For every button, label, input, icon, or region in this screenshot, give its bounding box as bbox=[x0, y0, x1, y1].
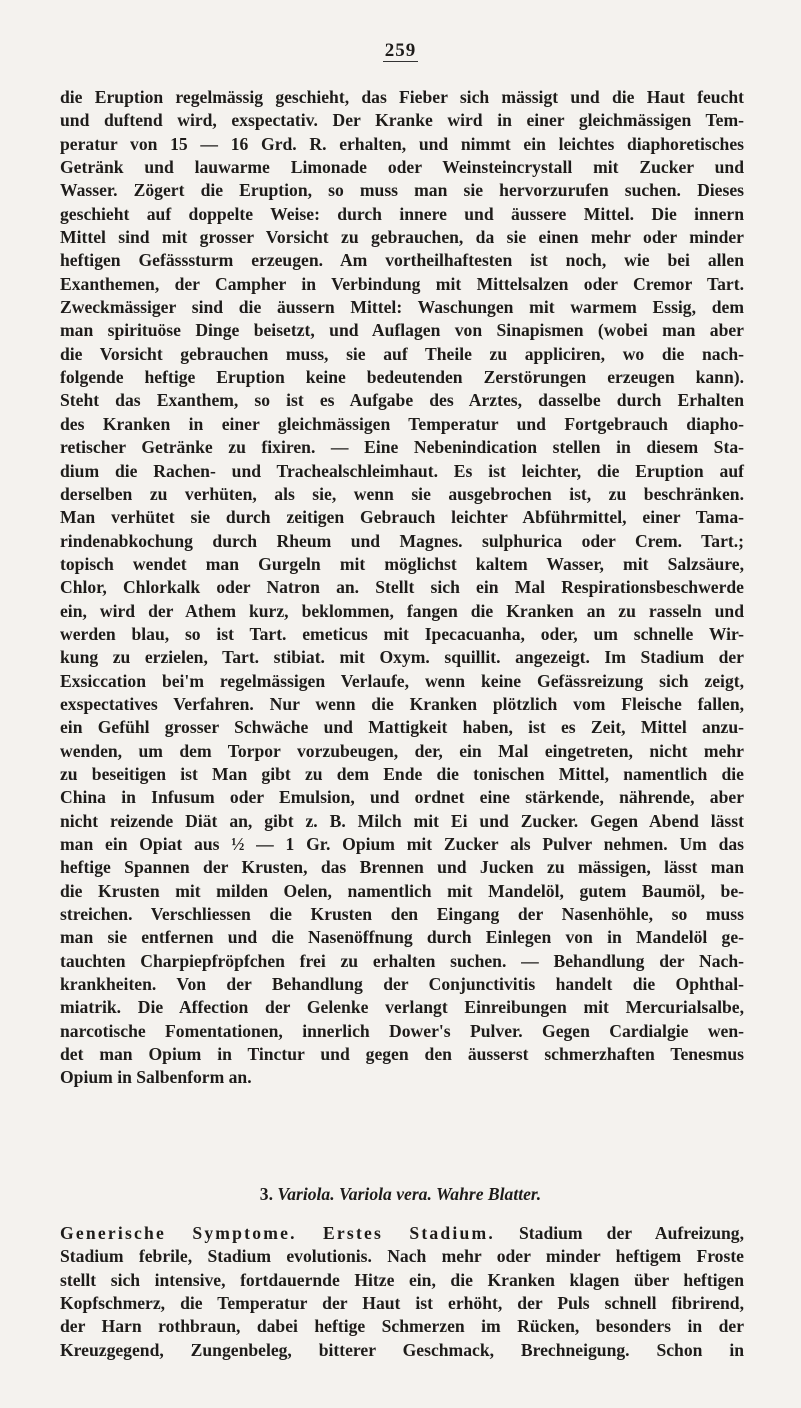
paragraph-line: China in Infusum oder Emulsion, und ordnet eine stärkende, nährende, aber bbox=[60, 787, 744, 808]
paragraph-line: und duftend wird, exspectativ. Der Kranke wird in einer gleichmässigen Tem- bbox=[60, 110, 744, 131]
section-title: Variola. Variola vera. Wahre Blatter. bbox=[277, 1184, 542, 1204]
paragraph-treatment bbox=[60, 86, 744, 1090]
paragraph-line: die Krusten mit milden Oelen, namentlich mit Mandelöl, gutem Baumöl, be- bbox=[60, 880, 744, 901]
paragraph-line: man spirituöse Dinge beisetzt, und Auflagen von Sinapismen (wobei man aber bbox=[60, 320, 744, 341]
paragraph-line: Kreuzgegend, Zungenbeleg, bitterer Geschmack, Brechneigung. Schon in bbox=[60, 1339, 744, 1360]
paragraph-line: nicht reizende Diät an, gibt z. B. Milch mit Ei und Zucker. Gegen Abend lässt bbox=[60, 810, 744, 831]
paragraph-line: die Vorsicht gebrauchen muss, sie auf Theile zu appliciren, wo die nach- bbox=[60, 343, 744, 364]
paragraph-line: Getränk und lauwarme Limonade oder Weinsteincrystall mit Zucker und bbox=[60, 157, 744, 178]
paragraph-line: peratur von 15 — 16 Grd. R. erhalten, und nimmt ein leichtes diaphoretisches bbox=[60, 133, 744, 154]
paragraph-line: des Kranken in einer gleichmässigen Temperatur und Fortgebrauch diapho- bbox=[60, 413, 744, 434]
page-number-text: 259 bbox=[384, 40, 417, 61]
paragraph-symptoms bbox=[60, 1222, 744, 1362]
paragraph-line: Kopfschmerz, die Temperatur der Haut ist erhöht, der Puls schnell fibrirend, bbox=[60, 1293, 744, 1314]
section-heading bbox=[0, 1184, 801, 1205]
paragraph-line: heftige Spannen der Krusten, das Brennen und Jucken zu mässigen, lässt man bbox=[60, 857, 744, 878]
paragraph-lines bbox=[60, 1245, 744, 1362]
paragraph-line: man ein Opiat aus ½ — 1 Gr. Opium mit Zucker als Pulver nehmen. Um das bbox=[60, 834, 744, 854]
paragraph-line: heftigen Gefässsturm erzeugen. Am vortheilhaftesten ist noch, wie bei allen bbox=[60, 250, 744, 271]
paragraph-line: Zweckmässiger sind die äussern Mittel: Waschungen mit warmem Essig, dem bbox=[60, 297, 744, 318]
paragraph-line: geschieht auf doppelte Weise: durch innere und äussere Mittel. Die innern bbox=[60, 203, 744, 224]
paragraph-line: Stadium febrile, Stadium evolutionis. Nach mehr oder minder heftigem Froste bbox=[60, 1246, 744, 1267]
paragraph-line: det man Opium in Tinctur und gegen den äusserst schmerzhaften Tenesmus bbox=[60, 1044, 744, 1065]
paragraph-line: die Eruption regelmässig geschieht, das Fieber sich mässigt und die Haut feucht bbox=[60, 87, 744, 107]
paragraph-line: Chlor, Chlorkalk oder Natron an. Stellt sich ein Mal Respirationsbeschwerde bbox=[60, 577, 744, 598]
spaced-subheading: Generische Symptome. Erstes Stadium. bbox=[60, 1223, 495, 1243]
paragraph-line: tauchten Charpiepfröpfchen frei zu erhalten suchen. — Behandlung der Nach- bbox=[60, 950, 744, 971]
paragraph-line: narcotische Fomentationen, innerlich Dower's Pulver. Gegen Cardialgie wen- bbox=[60, 1020, 744, 1041]
paragraph-line: miatrik. Die Affection der Gelenke verlangt Einreibungen mit Mercurialsalbe, bbox=[60, 997, 744, 1018]
paragraph-line: krankheiten. Von der Behandlung der Conjunctivitis handelt die Ophthal- bbox=[60, 974, 744, 995]
paragraph-line: zu beseitigen ist Man gibt zu dem Ende die tonischen Mittel, namentlich die bbox=[60, 763, 744, 784]
section-number: 3. bbox=[259, 1184, 273, 1204]
paragraph-line: rindenabkochung durch Rheum und Magnes. sulphurica oder Crem. Tart.; bbox=[60, 530, 744, 551]
paragraph-line: ein Gefühl grosser Schwäche und Mattigkeit haben, ist es Zeit, Mittel anzu- bbox=[60, 717, 744, 738]
paragraph-line: Steht das Exanthem, so ist es Aufgabe des Arztes, dasselbe durch Erhalten bbox=[60, 390, 744, 411]
paragraph-line: Exsiccation bei'm regelmässigen Verlaufe, wenn keine Gefässreizung sich zeigt, bbox=[60, 670, 744, 691]
paragraph-line: derselben zu verhüten, als sie, wenn sie ausgebrochen ist, zu beschränken. bbox=[60, 483, 744, 504]
paragraph-line: man sie entfernen und die Nasenöffnung durch Einlegen von in Mandelöl ge- bbox=[60, 927, 744, 948]
paragraph-line: folgende heftige Eruption keine bedeutenden Zerstörungen erzeugen kann). bbox=[60, 367, 744, 388]
paragraph-line: wenden, um dem Torpor vorzubeugen, der, ein Mal eingetreten, nicht mehr bbox=[60, 740, 744, 761]
paragraph-line: Man verhütet sie durch zeitigen Gebrauch leichter Abführmittel, einer Tama- bbox=[60, 507, 744, 528]
paragraph-line: werden blau, so ist Tart. emeticus mit Ipecacuanha, oder, um schnelle Wir- bbox=[60, 623, 744, 644]
paragraph-line: topisch wendet man Gurgeln mit möglichst kaltem Wasser, mit Salzsäure, bbox=[60, 553, 744, 574]
paragraph-line: ein, wird der Athem kurz, beklommen, fangen die Kranken an zu rasseln und bbox=[60, 600, 744, 621]
paragraph-line bbox=[60, 1222, 744, 1245]
paragraph-line: stellt sich intensive, fortdauernde Hitze ein, die Kranken klagen über heftigen bbox=[60, 1269, 744, 1290]
paragraph-line: Wasser. Zögert die Eruption, so muss man sie hervorzurufen suchen. Dieses bbox=[60, 180, 744, 201]
paragraph-line: Opium in Salbenform an. bbox=[60, 1067, 252, 1088]
paragraph-line: streichen. Verschliessen die Krusten den Eingang der Nasenhöhle, so muss bbox=[60, 904, 744, 925]
paragraph-line: retischer Getränke zu fixiren. — Eine Nebenindication stellen in diesem Sta- bbox=[60, 437, 744, 458]
paragraph-line: der Harn rothbraun, dabei heftige Schmerzen im Rücken, besonders in der bbox=[60, 1316, 744, 1337]
line-rest: Stadium der Aufreizung, bbox=[494, 1223, 744, 1243]
paragraph-line: Exanthemen, der Campher in Verbindung mit Mittelsalzen oder Cremor Tart. bbox=[60, 273, 744, 294]
paragraph-line: Mittel sind mit grosser Vorsicht zu gebrauchen, da sie einen mehr oder minder bbox=[60, 227, 744, 248]
paragraph-line: dium die Rachen- und Trachealschleimhaut. Es ist leichter, die Eruption auf bbox=[60, 460, 744, 481]
paragraph-line: kung zu erzielen, Tart. stibiat. mit Oxym. squillit. angezeigt. Im Stadium der bbox=[60, 647, 744, 668]
page-number bbox=[0, 40, 801, 62]
paragraph-line: exspectatives Verfahren. Nur wenn die Kranken plötzlich vom Fleische fallen, bbox=[60, 693, 744, 714]
